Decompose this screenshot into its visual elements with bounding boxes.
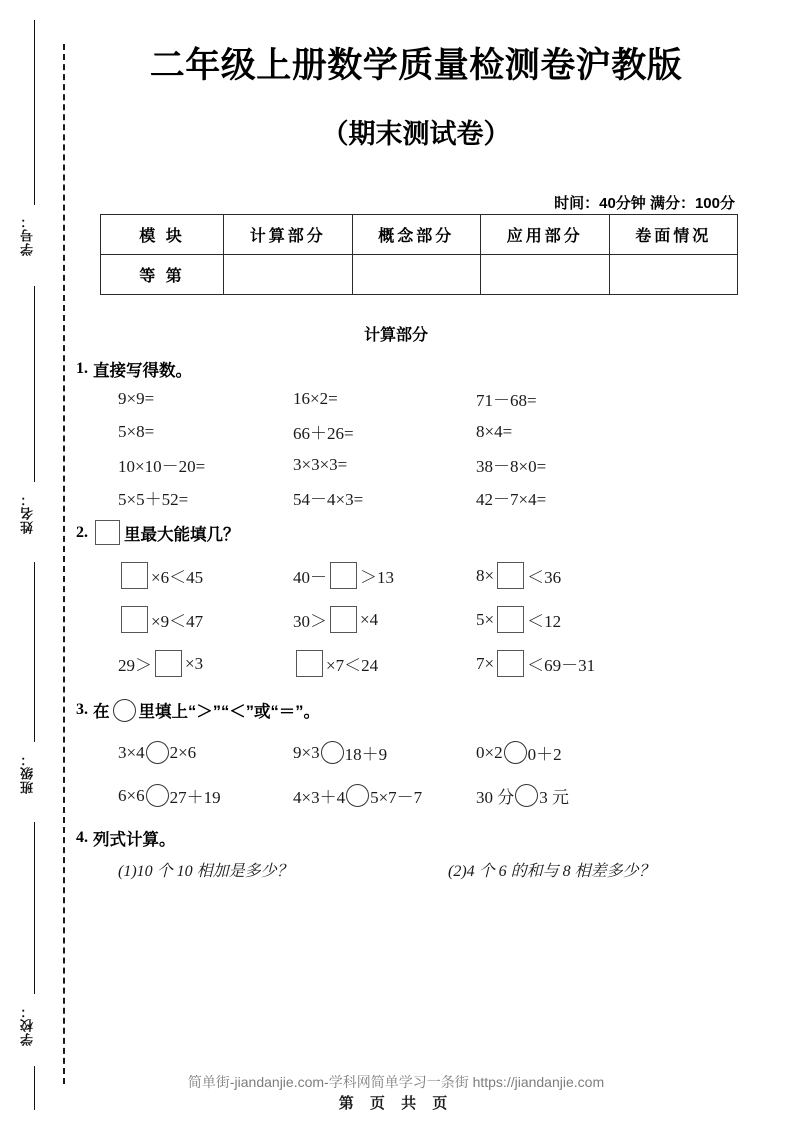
expression	[118, 562, 293, 589]
answer-circle[interactable]	[346, 784, 369, 807]
page-subtitle: （期末测试卷）	[321, 119, 511, 149]
expression-suffix: 18＋9	[344, 745, 388, 764]
question-3-row-2	[118, 783, 676, 808]
expression: 5×5＋52=	[118, 490, 189, 509]
score-table-head-presentation: 卷面情况	[609, 215, 738, 255]
score-cell-calculation[interactable]	[224, 255, 353, 295]
expression	[118, 783, 293, 808]
expression-suffix: ×4	[360, 609, 379, 629]
question-1-row-3	[118, 452, 676, 477]
question-2-row-1	[118, 562, 676, 589]
seal-label-student-id: 学号：	[20, 214, 35, 256]
question-2-title	[76, 520, 240, 545]
question-1-row-1	[118, 386, 676, 411]
question-1-row-4	[118, 485, 676, 510]
expression-suffix: ×3	[185, 653, 204, 673]
question-3-row-1	[118, 740, 676, 765]
page-title: 二年级上册数学质量检测卷沪教版	[149, 46, 683, 85]
expression	[476, 606, 676, 633]
question-3-number: 3.	[76, 701, 88, 718]
question-1-title	[76, 357, 192, 381]
answer-box[interactable]	[121, 606, 148, 633]
expression-prefix: 29＞	[118, 656, 152, 675]
expression	[476, 740, 676, 765]
score-cell-application[interactable]	[481, 255, 610, 295]
seal-rule-2	[34, 286, 35, 482]
expression-suffix: 5×7－7	[370, 788, 423, 807]
expression-suffix: ×6＜45	[151, 568, 204, 587]
expression	[293, 650, 476, 677]
question-3-text-after: 里填上“＞”“＜”或“＝”。	[138, 703, 320, 721]
expression-suffix: 2×6	[169, 742, 197, 762]
expression-suffix: ＜36	[527, 568, 562, 587]
score-table-module-label: 模 块	[101, 215, 224, 255]
expression: 71－68=	[476, 391, 537, 410]
seal-rule-3	[34, 562, 35, 742]
expression: 38－8×0=	[476, 457, 547, 476]
question-2-number: 2.	[76, 523, 88, 541]
answer-box[interactable]	[497, 606, 524, 633]
expression: 8×4=	[476, 421, 513, 441]
question-1-text: 直接写得数。	[93, 362, 192, 380]
expression-prefix: 8×	[476, 565, 495, 585]
expression	[118, 650, 293, 677]
expression: 9×9=	[118, 388, 155, 408]
score-table-grade-label: 等 第	[101, 255, 224, 295]
expression-suffix: 27＋19	[169, 788, 221, 807]
answer-circle[interactable]	[146, 784, 169, 807]
expression: 54－4×3=	[293, 490, 364, 509]
expression	[118, 606, 293, 633]
score-cell-presentation[interactable]	[609, 255, 738, 295]
expression-prefix: 7×	[476, 653, 495, 673]
expression-suffix: ＞13	[360, 568, 394, 587]
expression-prefix: 9×3	[293, 742, 320, 762]
expression-prefix: 5×	[476, 609, 495, 629]
expression: 10×10－20=	[118, 457, 206, 476]
expression	[293, 783, 476, 808]
question-4-number: 4.	[76, 829, 88, 846]
question-4-item-2: (2)4 个 6 的和与 8 相差多少？	[448, 863, 655, 880]
exam-sheet	[66, 0, 793, 1122]
score-table-head-concept: 概念部分	[352, 215, 481, 255]
question-4-title	[76, 826, 176, 850]
expression-suffix: ×9＜47	[151, 612, 204, 631]
expression-suffix: ＜69－31	[527, 656, 596, 675]
expression-prefix: 30 分	[476, 788, 515, 807]
question-3-title	[76, 698, 320, 722]
answer-circle[interactable]	[515, 784, 538, 807]
question-4-item-1: (1)10 个 10 相加是多少？	[118, 863, 293, 880]
expression-prefix: 40－	[293, 568, 327, 587]
question-1-number: 1.	[76, 360, 88, 377]
expression	[293, 606, 476, 633]
question-4-text: 列式计算。	[93, 831, 176, 849]
expression: 42－7×4=	[476, 490, 547, 509]
seal-label-school: 学校：	[20, 1004, 35, 1046]
expression-prefix: 4×3＋4	[293, 788, 346, 807]
score-table	[100, 214, 738, 295]
answer-box[interactable]	[330, 562, 357, 589]
answer-box[interactable]	[155, 650, 182, 677]
seal-dashed-line	[63, 44, 65, 1084]
answer-circle[interactable]	[146, 741, 169, 764]
question-2-row-2	[118, 606, 676, 633]
expression: 16×2=	[293, 388, 338, 408]
section-heading-calculation: 计算部分	[363, 327, 428, 344]
expression: 5×8=	[118, 421, 155, 441]
answer-circle[interactable]	[113, 699, 136, 722]
question-2-text: 里最大能填几？	[124, 525, 240, 544]
watermark-text: 简单街-jiandanjie.com-学科网简单学习一条街 https://jiandanjie.com	[187, 1074, 605, 1090]
table-row-grade	[101, 255, 738, 295]
table-row-header	[101, 215, 738, 255]
question-1-row-2	[118, 419, 676, 444]
expression	[476, 562, 676, 589]
answer-box[interactable]	[330, 606, 357, 633]
expression-suffix: 0＋2	[527, 745, 562, 764]
expression	[293, 562, 476, 589]
seal-strip	[0, 0, 66, 1122]
exam-meta-line: 时间：40分钟 满分：100分	[554, 195, 735, 212]
score-cell-concept[interactable]	[352, 255, 481, 295]
expression	[118, 741, 293, 764]
page-number-footer: 第 页 共 页	[338, 1095, 454, 1112]
question-3-text-before: 在	[93, 703, 110, 721]
expression-prefix: 3×4	[118, 742, 145, 762]
expression	[293, 740, 476, 765]
answer-box[interactable]	[95, 520, 120, 545]
answer-box[interactable]	[497, 650, 524, 677]
answer-box[interactable]	[121, 562, 148, 589]
expression-suffix: ×7＜24	[326, 656, 379, 675]
expression: 3×3×3=	[293, 454, 348, 474]
expression-prefix: 6×6	[118, 785, 145, 805]
expression-prefix: 30＞	[293, 612, 327, 631]
question-4-row-1	[118, 858, 655, 881]
expression	[476, 650, 676, 677]
score-table-head-application: 应用部分	[481, 215, 610, 255]
seal-label-class: 班级：	[20, 752, 35, 794]
answer-circle[interactable]	[321, 741, 344, 764]
answer-circle[interactable]	[504, 741, 527, 764]
expression-suffix: ＜12	[527, 612, 562, 631]
expression-prefix: 0×2	[476, 742, 503, 762]
seal-rule-4	[34, 822, 35, 994]
seal-label-name: 姓名：	[20, 492, 35, 534]
score-table-head-calculation: 计算部分	[224, 215, 353, 255]
answer-box[interactable]	[497, 562, 524, 589]
expression-suffix: 3 元	[539, 788, 569, 807]
expression: 66＋26=	[293, 424, 354, 443]
expression	[476, 783, 676, 808]
seal-rule-5	[34, 1066, 35, 1110]
question-2-row-3	[118, 650, 676, 677]
seal-rule-1	[34, 20, 35, 205]
answer-box[interactable]	[296, 650, 323, 677]
